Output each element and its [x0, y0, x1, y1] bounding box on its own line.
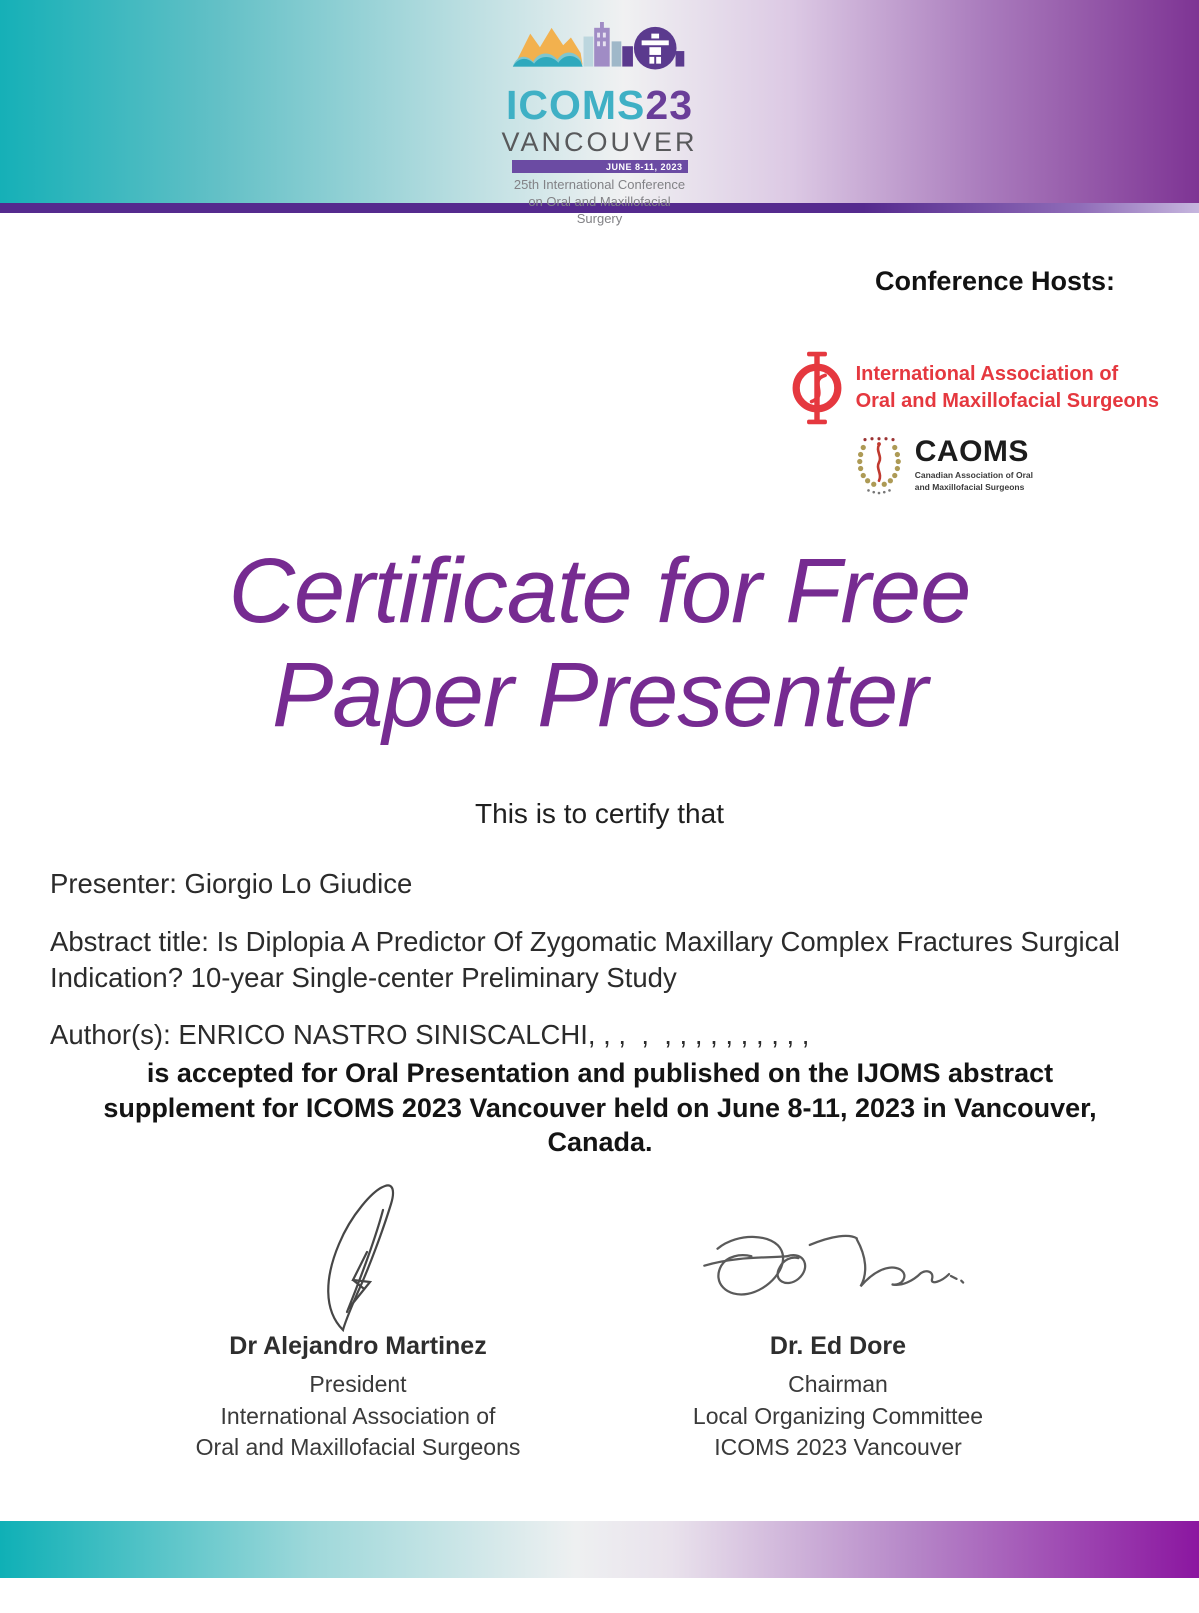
signatory-left-role: President [309, 1371, 407, 1397]
certificate-title-line1: Certificate for Free [228, 540, 971, 642]
authors-line: Author(s): ENRICO NASTRO SINISCALCHI, , , , , , , , , , , , , , [50, 1019, 810, 1051]
caoms-name-line2: and Maxillofacial Surgeons [914, 481, 1025, 492]
icoms-skyline-icon [511, 22, 689, 84]
signatory-left-name: Dr Alejandro Martinez [229, 1332, 487, 1360]
caoms-small-name [915, 470, 1033, 492]
logo-tagline [505, 177, 695, 228]
logo-date-badge [512, 160, 688, 173]
iaoms-name-line1: International Association of [855, 363, 1119, 385]
signatory-right-role: Chairman [788, 1371, 888, 1397]
abstract-title-line: Abstract title: Is Diplopia A Predictor Of Zygomatic Maxillary Complex Fractures Surgical Indication? 10-year Single-center Preliminary Study [50, 925, 1128, 993]
caoms-logo-icon [851, 432, 907, 498]
certificate-title-line2: Paper Presenter [272, 643, 927, 746]
iaoms-host-row [788, 350, 1159, 426]
iaoms-logo-icon [788, 350, 846, 426]
signatory-left-org-line1: International Association of [220, 1402, 496, 1429]
logo-date-text: JUNE 8-11, 2023 [605, 161, 683, 172]
caoms-host-row [851, 432, 1033, 498]
caoms-text-block [915, 437, 1033, 492]
signatory-left-block [148, 1332, 568, 1464]
signature-dore [690, 1228, 985, 1308]
logo-tagline-line1: 25th International Conference [513, 177, 686, 193]
certify-text: This is to certify that [475, 798, 724, 829]
presenter-line: Presenter: Giorgio Lo Giudice [50, 868, 413, 899]
logo-wordmark [505, 82, 693, 128]
icoms-logo [501, 22, 698, 228]
iaoms-name-line2: Oral and Maxillofacial Surgeons [855, 390, 1159, 412]
signatory-left-org-line2: Oral and Maxillofacial Surgeons [195, 1434, 521, 1461]
signatory-right-block [628, 1332, 1048, 1464]
conference-hosts-heading: Conference Hosts: [874, 266, 1115, 296]
iaoms-name [856, 361, 1159, 415]
caoms-acronym: CAOMS [914, 435, 1029, 469]
caoms-name-line1: Canadian Association of Oral [914, 470, 1033, 481]
signatory-right-org-line2: ICOMS 2023 Vancouver [714, 1434, 962, 1461]
logo-tagline-line2: on Oral and Maxillofacial Surgery [528, 194, 671, 227]
certificate-details [50, 866, 1160, 1075]
signatory-right-org-line1: Local Organizing Committee [692, 1402, 984, 1429]
acceptance-statement: is accepted for Oral Presentation and published on the IJOMS abstract supplement for ICOMS 2023 Vancouver held on June 8-11, 2023 in Vancouver, Canada. [103, 1058, 1097, 1158]
logo-icoms-text: ICOMS [505, 82, 646, 128]
signatory-right-name: Dr. Ed Dore [769, 1332, 907, 1360]
footer-gradient-bar [0, 1521, 1199, 1578]
logo-year-text: 23 [645, 82, 693, 128]
certificate-title [0, 540, 1199, 748]
logo-city-text: VANCOUVER [501, 127, 698, 157]
signature-martinez [300, 1182, 420, 1332]
